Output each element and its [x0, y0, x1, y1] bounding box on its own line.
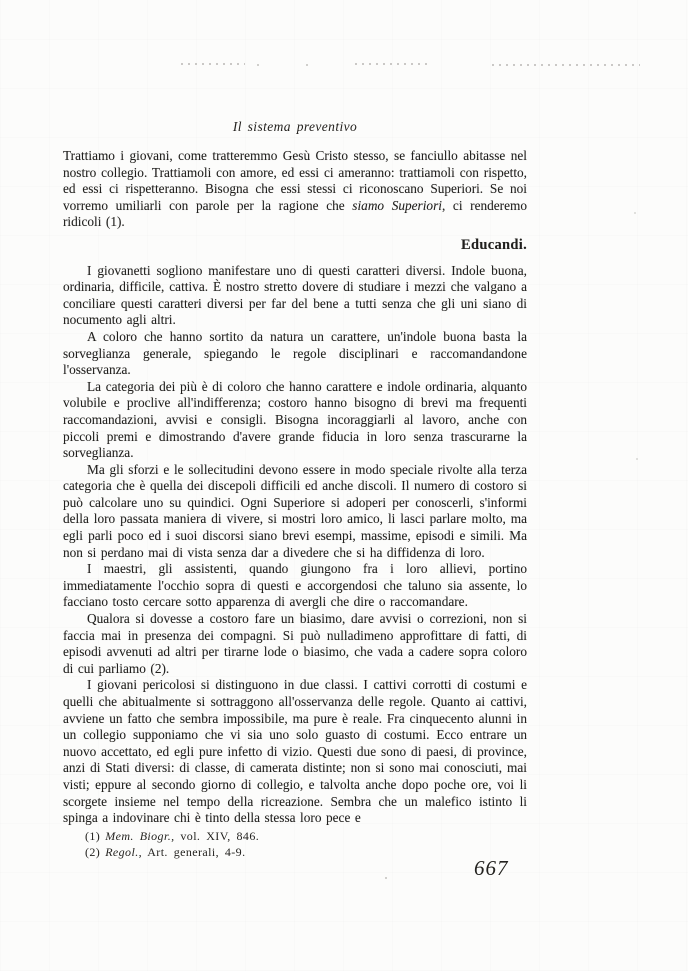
footnotes: [85, 829, 505, 860]
footnote-source: Mem. Biogr.,: [105, 829, 175, 843]
paragraph: I maestri, gli assistenti, quando giungono fra i loro allievi, portino immediatamente l'occhio sopra di questi e accorgendosi che taluno sia assente, lo facciano tosto cercare sotto apparenza di avergli che dire o raccomandare.: [63, 561, 527, 610]
paragraph: Ma gli sforzi e le sollecitudini devono essere in modo speciale rivolte alla terza categoria che è quella dei discepoli difficili ed anche discoli. Il numero di costoro si può calcolare uno su quindici. Ogni Superiore si adoperi per conoscerli, s'informi della loro passata maniera di vivere, si mostri loro amico, li lasci parlare molto, ma egli parli poco ed i suoi discorsi siano brevi esempi, massime, episodi e simili. Ma non si perdano mai di vista senza dar a divedere che si ha diffidenza di loro.: [63, 461, 527, 560]
footnote-marker: (1): [85, 829, 101, 843]
scan-artifact: [181, 63, 245, 65]
section-heading: Educandi.: [461, 236, 527, 253]
scan-speck: [257, 64, 259, 66]
scan-speck: [385, 877, 387, 879]
footnote: [85, 829, 505, 845]
footnote-text: Art. generali, 4-9.: [142, 844, 246, 859]
paragraph: La categoria dei più è di coloro che hanno carattere e indole ordinaria, alquanto volubile e proclive all'indifferenza; costoro hanno bisogno di brevi ma frequenti raccomandazioni, avvisi e consigli. Bisogna incoraggiarli al lavoro, anche con piccoli premi e dimostrando d'avere grande fiducia in loro senza trascurarne la sorveglianza.: [63, 378, 527, 461]
paragraph-text: , ci renderemo ridicoli (1).: [63, 197, 528, 230]
paragraph: I giovani pericolosi si distinguono in due classi. I cattivi corrotti di costumi e quelli che abitualmente si sottraggono all'osservanza delle regole. Quanto ai cattivi, avviene un fatto che sembra impossibile, ma pure è reale. Fra cinquecento alunni in un collegio supponiamo che vi sia uno solo guasto di costumi. Ecco entrare un nuovo accettato, ed egli pure infetto di vizio. Questi due sono di paesi, di province, anzi di Stati diversi: di classe, di camerata distinte; non si sono mai conosciuti, mai visti; eppure al secondo giorno di collegio, e talvolta anche dopo poche ore, voi li scorgete insieme nel tempo della ricreazione. Sembra che un malefico istinto li spinga a indovinare chi è tinto della stessa loro pece e: [63, 677, 527, 826]
emphasized-text: siamo Superiori: [352, 197, 442, 213]
scan-artifact: [355, 63, 429, 65]
footnote-marker: (2): [85, 844, 101, 859]
scan-speck: [634, 212, 636, 214]
paragraph: [63, 148, 527, 231]
paragraph: Qualora si dovesse a costoro fare un biasimo, dare avvisi o correzioni, non si faccia mai in presenza dei compagni. Si può nulladimeno approfittare di fatti, di episodi avvenuti ad altri per tirarne lode o biasimo, che vada a cadere sopra coloro di cui parliamo (2).: [63, 611, 527, 676]
scan-speck: [306, 64, 308, 66]
scan-speck: [636, 458, 638, 460]
paragraph: A coloro che hanno sortito da natura un carattere, un'indole buona basta la sorveglianza generale, spiegando le regole disciplinari e raccomandandone l'osservanza.: [63, 328, 527, 378]
footnote-text: vol. XIV, 846.: [174, 829, 260, 843]
footnote-source: Regol.,: [105, 844, 142, 859]
paragraph: I giovanetti sogliono manifestare uno di questi caratteri diversi. Indole buona, ordinaria, difficile, cattiva. È nostro stretto dovere di studiare i mezzi che valgano a conciliare questi caratteri diversi per far del bene a tutti senza che gli uni siano di nocumento agli altri.: [63, 262, 527, 328]
running-header: Il sistema preventivo: [232, 119, 358, 134]
text-block: [63, 148, 527, 827]
footnote: [85, 845, 505, 861]
paragraph-text: Trattiamo i giovani, come tratteremmo Gesù Cristo stesso, se fanciullo abitasse nel nostro collegio. Trattiamoli con amore, ed essi ci ameranno: trattiamoli con rispetto, ed essi ci rispetteranno. Bisogna che essi stessi ci riconoscano Superiori. Se noi vorremo umiliarli con parole per la ragione che: [63, 148, 527, 213]
scan-artifact: [492, 64, 640, 66]
page-number: 667: [474, 856, 509, 880]
